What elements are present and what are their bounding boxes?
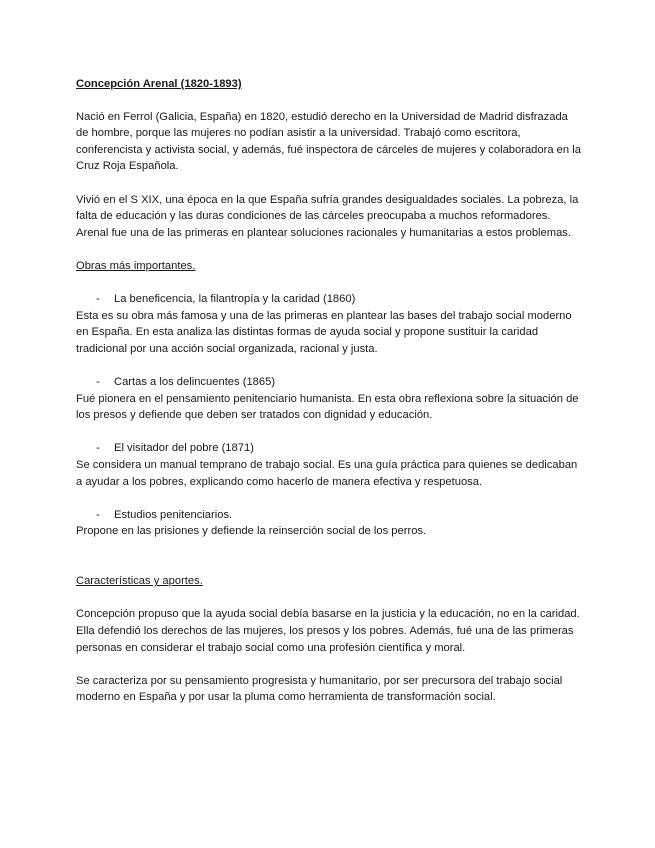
work-title: Cartas a los delincuentes (1865) bbox=[114, 376, 276, 389]
document-page bbox=[76, 76, 581, 723]
intro-paragraph-context: Vivió en el S XIX, una época en la que España sufría grandes desigualdades sociales. La pobreza, la falta de educación y las duras condiciones de las cárceles preocupaba a muchos reformadores. Arenal fue una de las primeras en plantear soluciones racionales y humanitarias a estos problemas. bbox=[76, 193, 579, 239]
contributions-paragraph-legacy: Se caracteriza por su pensamiento progresista y humanitario, por ser precursora del trabajo social moderno en España y por usar la pluma como herramienta de transformación social. bbox=[76, 674, 563, 704]
blank-line bbox=[76, 557, 581, 574]
work-title-line bbox=[76, 507, 581, 524]
contributions-heading: Características y aportes. bbox=[76, 575, 203, 588]
work-title-line bbox=[76, 291, 581, 308]
document-title: Concepción Arenal (1820-1893) bbox=[76, 78, 242, 90]
work-item bbox=[76, 507, 581, 540]
list-dash: - bbox=[96, 508, 100, 521]
works-heading: Obras más importantes. bbox=[76, 259, 196, 272]
intro-paragraph-birth: Nació en Ferrol (Galicia, España) en 1820, estudió derecho en la Universidad de Madrid disfrazada de hombre, porque las mujeres no podían asistir a la universidad. Trabajó como escritora, conferencista y activista social, y además, fué inspectora de cárceles de mujeres y colaboradora en la Cruz Roja Española. bbox=[76, 110, 581, 173]
work-item bbox=[76, 291, 581, 357]
work-item bbox=[76, 440, 581, 490]
list-dash: - bbox=[96, 442, 100, 455]
work-item bbox=[76, 374, 581, 424]
work-title: Estudios penitenciarios. bbox=[114, 508, 233, 521]
work-description: Fué pionera en el pensamiento penitenciario humanista. En esta obra reflexiona sobre la situación de los presos y defiende que deben ser tratados con dignidad y educación. bbox=[76, 392, 579, 422]
work-title: El visitador del pobre (1871) bbox=[114, 442, 254, 455]
work-title-line bbox=[76, 374, 581, 391]
work-description: Propone en las prisiones y defiende la reinserción social de los perros. bbox=[76, 525, 427, 538]
list-dash: - bbox=[96, 293, 100, 306]
contributions-paragraph-ideas: Concepción propuso que la ayuda social debía basarse en la justicia y la educación, no en la caridad. Ella defendió los derechos de las mujeres, los presos y los pobres. Además, fué una de las primeras personas en considerar el trabajo social como una profesión científica y moral. bbox=[76, 608, 580, 654]
work-description: Esta es su obra más famosa y una de las primeras en plantear las bases del trabajo social moderno en España. En esta analiza las distintas formas de ayuda social y propone sustituir la caridad tradicional por una acción social organizada, racional y justa. bbox=[76, 309, 572, 355]
list-dash: - bbox=[96, 376, 100, 389]
work-title-line bbox=[76, 440, 581, 457]
work-description: Se considera un manual temprano de trabajo social. Es una guía práctica para quienes se dedicaban a ayudar a los pobres, explicando como hacerlo de manera efectiva y respetuosa. bbox=[76, 459, 578, 488]
work-title: La beneficencia, la filantropía y la caridad (1860) bbox=[114, 293, 356, 306]
